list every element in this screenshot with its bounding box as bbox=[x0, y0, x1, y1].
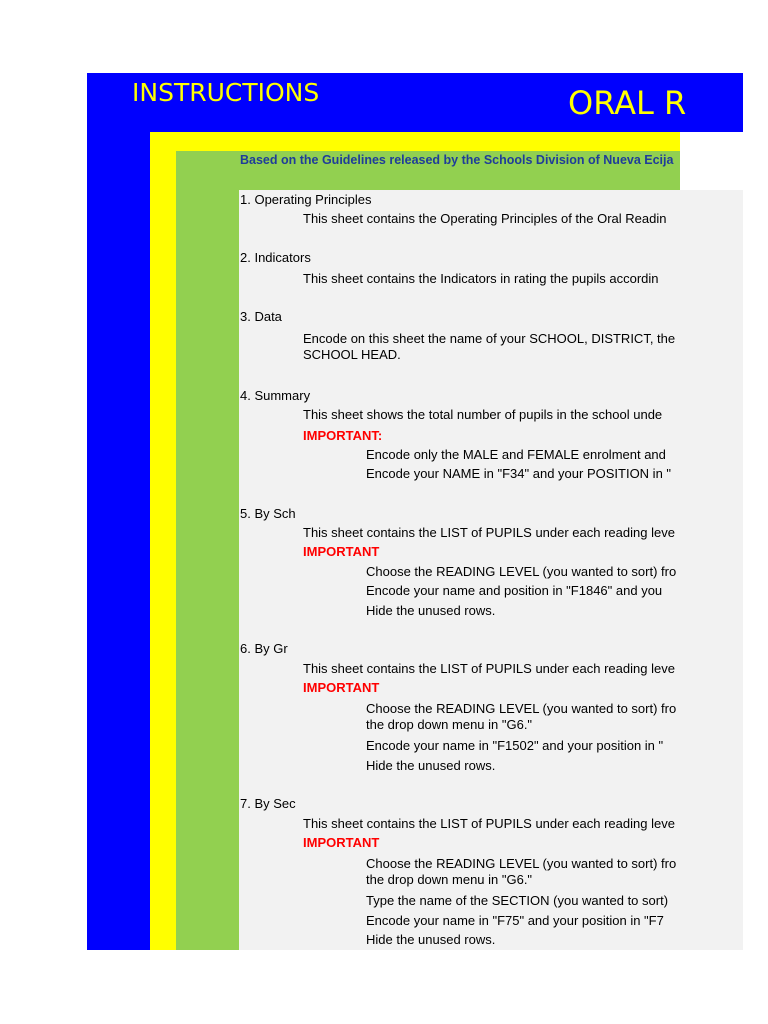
section-heading-by-school: 5. By Sch bbox=[240, 506, 296, 521]
important-label: IMPORTANT: bbox=[303, 428, 383, 443]
section-description: This sheet contains the LIST of PUPILS under each reading leve bbox=[303, 661, 675, 676]
section-heading-operating-principles: 1. Operating Principles bbox=[240, 192, 372, 207]
instruction-item: Choose the READING LEVEL (you wanted to sort) fro bbox=[366, 856, 677, 871]
instruction-item: Choose the READING LEVEL (you wanted to sort) fro bbox=[366, 564, 677, 579]
instruction-item: Choose the READING LEVEL (you wanted to sort) fro bbox=[366, 701, 677, 716]
instructions-title: INSTRUCTIONS bbox=[132, 78, 320, 107]
section-description: This sheet contains the Indicators in rating the pupils accordin bbox=[303, 271, 659, 286]
important-label: IMPORTANT bbox=[303, 835, 380, 850]
section-description: This sheet contains the LIST of PUPILS under each reading leve bbox=[303, 816, 675, 831]
section-description: This sheet contains the LIST of PUPILS under each reading leve bbox=[303, 525, 675, 540]
instruction-item: Encode your name and position in "F1846" and you bbox=[366, 583, 663, 598]
instruction-item: Encode your name in "F1502" and your position in " bbox=[366, 738, 664, 753]
main-title: ORAL R bbox=[568, 84, 687, 122]
section-heading-data: 3. Data bbox=[240, 309, 282, 324]
section-heading-indicators: 2. Indicators bbox=[240, 250, 311, 265]
section-heading-by-section: 7. By Sec bbox=[240, 796, 296, 811]
instruction-item: Type the name of the SECTION (you wanted to sort) bbox=[366, 893, 669, 908]
section-description: This sheet shows the total number of pupils in the school unde bbox=[303, 407, 663, 422]
instruction-item: Encode your name in "F75" and your position in "F7 bbox=[366, 913, 664, 928]
section-description: This sheet contains the Operating Principles of the Oral Readin bbox=[303, 211, 667, 226]
important-label: IMPORTANT bbox=[303, 680, 380, 695]
section-heading-summary: 4. Summary bbox=[240, 388, 311, 403]
instruction-item-continued: the drop down menu in "G6." bbox=[366, 717, 533, 732]
sheet-background-gap bbox=[680, 132, 743, 190]
instruction-item: Hide the unused rows. bbox=[366, 932, 496, 947]
important-label: IMPORTANT bbox=[303, 544, 380, 559]
instruction-item-continued: the drop down menu in "G6." bbox=[366, 872, 533, 887]
instruction-list bbox=[239, 190, 681, 950]
section-heading-by-grade: 6. By Gr bbox=[240, 641, 288, 656]
section-description-continued: SCHOOL HEAD. bbox=[303, 347, 401, 362]
section-description: Encode on this sheet the name of your SCHOOL, DISTRICT, the bbox=[303, 331, 676, 346]
guideline-note: Based on the Guidelines released by the Schools Division of Nueva Ecija bbox=[240, 153, 674, 167]
instruction-item: Encode your NAME in "F34" and your POSITION in " bbox=[366, 466, 672, 481]
instruction-item: Encode only the MALE and FEMALE enrolment and bbox=[366, 447, 666, 462]
instruction-item: Hide the unused rows. bbox=[366, 758, 496, 773]
instruction-item: Hide the unused rows. bbox=[366, 603, 496, 618]
